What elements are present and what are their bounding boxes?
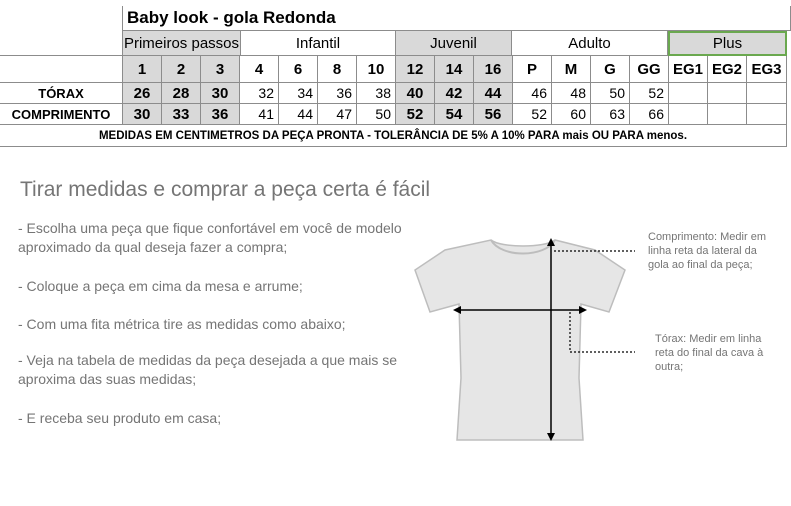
group-plus: Plus xyxy=(668,31,787,56)
size-header-1: 1 xyxy=(123,56,162,83)
size-header-g: G xyxy=(591,56,630,83)
table-cell: 46 xyxy=(513,83,552,104)
table-cell: 44 xyxy=(279,104,318,125)
size-header-eg1: EG1 xyxy=(669,56,708,83)
table-cell: 41 xyxy=(240,104,279,125)
size-header-10: 10 xyxy=(357,56,396,83)
table-cell: 63 xyxy=(591,104,630,125)
table-cell: 42 xyxy=(435,83,474,104)
size-header-14: 14 xyxy=(435,56,474,83)
group-juvenil: Juvenil xyxy=(396,31,512,56)
step-5: - E receba seu produto em casa; xyxy=(18,410,222,426)
table-cell: 26 xyxy=(123,83,162,104)
size-header-corner xyxy=(0,56,123,83)
table-cell: 54 xyxy=(435,104,474,125)
table-cell: 52 xyxy=(630,83,669,104)
group-primeiros-passos: Primeiros passos xyxy=(123,31,241,56)
size-header-3: 3 xyxy=(201,56,240,83)
table-corner xyxy=(0,6,123,56)
table-cell: 32 xyxy=(240,83,279,104)
table-cell: 56 xyxy=(474,104,513,125)
table-cell: 52 xyxy=(396,104,435,125)
chest-arrow-left xyxy=(453,306,461,314)
table-cell: 34 xyxy=(279,83,318,104)
step-1: - Escolha uma peça que fique confortável em você de modelo aproximado da qual deseja fazer a compra; xyxy=(18,220,402,255)
group-adulto: Adulto xyxy=(512,31,668,56)
row-label-torax: TÓRAX xyxy=(0,83,123,104)
table-cell: 48 xyxy=(552,83,591,104)
size-header-2: 2 xyxy=(162,56,201,83)
size-header-gg: GG xyxy=(630,56,669,83)
table-cell: 60 xyxy=(552,104,591,125)
size-header-12: 12 xyxy=(396,56,435,83)
size-header-m: M xyxy=(552,56,591,83)
table-cell: 38 xyxy=(357,83,396,104)
size-header-16: 16 xyxy=(474,56,513,83)
tshirt-diagram xyxy=(405,228,635,453)
size-header-8: 8 xyxy=(318,56,357,83)
size-header-eg2: EG2 xyxy=(708,56,747,83)
group-infantil: Infantil xyxy=(241,31,396,56)
table-cell xyxy=(708,104,747,125)
table-cell: 30 xyxy=(123,104,162,125)
step-3: - Com uma fita métrica tire as medidas como abaixo; xyxy=(18,316,346,332)
chest-arrow-right xyxy=(579,306,587,314)
table-cell: 44 xyxy=(474,83,513,104)
table-cell xyxy=(747,83,787,104)
tshirt-shape xyxy=(415,240,625,440)
table-cell: 30 xyxy=(201,83,240,104)
table-cell xyxy=(669,104,708,125)
step-4: - Veja na tabela de medidas da peça desejada a que mais se aproxima das suas medidas; xyxy=(18,352,398,387)
table-cell: 36 xyxy=(318,83,357,104)
table-cell: 36 xyxy=(201,104,240,125)
table-cell: 33 xyxy=(162,104,201,125)
row-label-comprimento: COMPRIMENTO xyxy=(0,104,123,125)
table-cell: 66 xyxy=(630,104,669,125)
table-cell: 47 xyxy=(318,104,357,125)
table-cell xyxy=(669,83,708,104)
table-cell: 52 xyxy=(513,104,552,125)
length-callout: Comprimento: Medir em linha reta da lateral da gola ao final da peça; xyxy=(648,231,766,271)
size-header-4: 4 xyxy=(240,56,279,83)
instructions-title: Tirar medidas e comprar a peça certa é fácil xyxy=(20,178,431,201)
step-2: - Coloque a peça em cima da mesa e arrume; xyxy=(18,278,303,294)
chest-callout: Tórax: Medir em linha reta do final da cava à outra; xyxy=(655,333,764,373)
table-cell: 40 xyxy=(396,83,435,104)
table-note: MEDIDAS EM CENTIMETROS DA PEÇA PRONTA - TOLERÂNCIA DE 5% A 10% PARA mais OU PARA menos. xyxy=(0,125,787,147)
size-header-eg3: EG3 xyxy=(747,56,787,83)
table-cell: 28 xyxy=(162,83,201,104)
table-cell: 50 xyxy=(591,83,630,104)
size-header-6: 6 xyxy=(279,56,318,83)
table-cell: 50 xyxy=(357,104,396,125)
table-cell xyxy=(708,83,747,104)
table-cell xyxy=(747,104,787,125)
size-header-p: P xyxy=(513,56,552,83)
size-table xyxy=(0,6,791,152)
table-title: Baby look - gola Redonda xyxy=(123,6,791,31)
